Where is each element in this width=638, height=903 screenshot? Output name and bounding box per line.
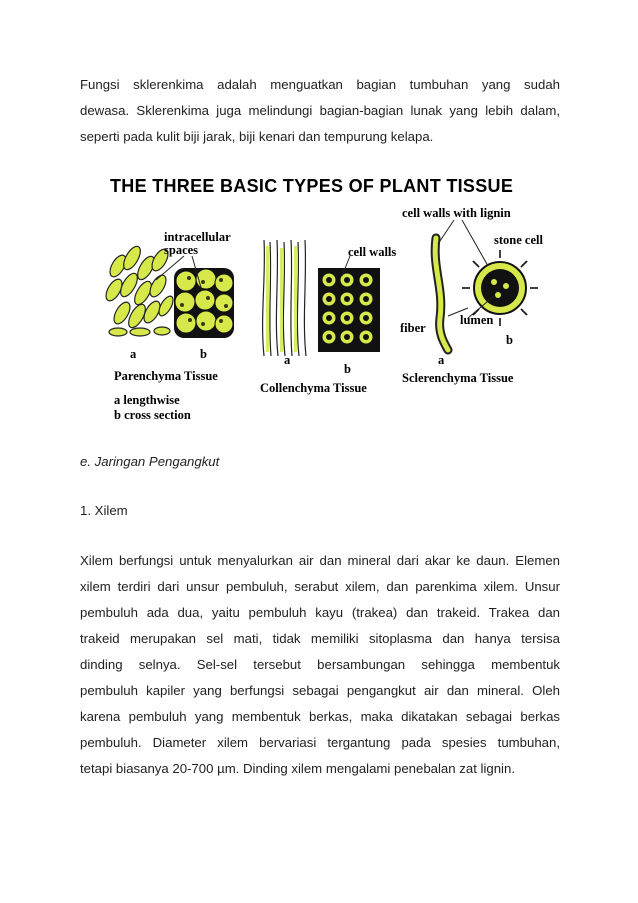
text-line: pembuluh. Diameter xilem bervariasi tergantung pada spesies tumbuhan, bbox=[80, 735, 560, 750]
label-parenchyma-b: b bbox=[200, 347, 207, 361]
text-line: pembuluh kapiler yang berfungsi sebagai pengangkut air dan mineral. Oleh bbox=[80, 683, 560, 698]
sclerenchyma-fiber-illustration bbox=[435, 238, 448, 350]
text-line: Xilem berfungsi untuk menyalurkan air dan mineral dari akar ke daun. Elemen bbox=[80, 553, 560, 568]
text-line: tetapi biasanya 20-700 µm. Dinding xilem mengalami penebalan zat lignin. bbox=[80, 761, 515, 776]
parenchyma-lengthwise-illustration bbox=[103, 244, 176, 336]
heading-jaringan-pengangkut: e. Jaringan Pengangkut bbox=[80, 454, 220, 469]
label-parenchyma-a: a bbox=[130, 347, 137, 361]
label-sclerenchyma-tissue: Sclerenchyma Tissue bbox=[402, 371, 514, 385]
plant-tissue-figure bbox=[96, 168, 546, 436]
label-fiber: fiber bbox=[400, 321, 426, 335]
collenchyma-lengthwise-illustration bbox=[263, 240, 306, 356]
heading-xilem: 1. Xilem bbox=[80, 503, 128, 518]
text-line: dinding selnya. Sel-sel tersebut bersambungan sehingga membentuk bbox=[80, 657, 560, 672]
label-intracellular: intracellular bbox=[164, 230, 231, 244]
label-parenchyma-tissue: Parenchyma Tissue bbox=[114, 369, 218, 383]
legend-a: a lengthwise bbox=[114, 393, 180, 407]
label-spaces: spaces bbox=[164, 243, 199, 257]
label-stone-cell: stone cell bbox=[494, 233, 543, 247]
label-collenchyma-b: b bbox=[344, 362, 351, 376]
label-sclerenchyma-a: a bbox=[438, 353, 445, 367]
legend-b: b cross section bbox=[114, 408, 191, 422]
label-collenchyma-a: a bbox=[284, 353, 291, 367]
paragraph-xilem bbox=[80, 548, 560, 782]
text-line: Fungsi sklerenkima adalah menguatkan bagian tumbuhan yang sudah bbox=[80, 77, 560, 92]
text-line: trakeid merupakan sel mati, tidak memiliki sitoplasma dan hanya tersisa bbox=[80, 631, 560, 646]
text-line: dewasa. Sklerenkima juga melindungi bagian-bagian lunak yang lebih dalam, bbox=[80, 103, 560, 118]
label-cell-walls-lignin: cell walls with lignin bbox=[402, 206, 511, 220]
text-line: xilem terdiri dari unsur pembuluh, serabut xilem, dan parenkima xilem. Unsur bbox=[80, 579, 560, 594]
paragraph-sklerenkima bbox=[80, 72, 560, 150]
label-lumen: lumen bbox=[460, 313, 494, 327]
parenchyma-cross-section-illustration bbox=[174, 268, 234, 338]
figure-title: THE THREE BASIC TYPES OF PLANT TISSUE bbox=[110, 176, 514, 196]
text-line: karena pembuluh yang membentuk berkas, maka dikatakan sebagai berkas bbox=[80, 709, 560, 724]
label-sclerenchyma-b: b bbox=[506, 333, 513, 347]
collenchyma-cross-section-illustration bbox=[318, 268, 380, 352]
label-cell-walls: cell walls bbox=[348, 245, 397, 259]
label-collenchyma-tissue: Collenchyma Tissue bbox=[260, 381, 367, 395]
text-line: pembuluh ada dua, yaitu pembuluh kayu (trakea) dan trakeid. Trakea dan bbox=[80, 605, 560, 620]
text-line: seperti pada kulit biji jarak, biji kenari dan tempurung kelapa. bbox=[80, 129, 434, 144]
